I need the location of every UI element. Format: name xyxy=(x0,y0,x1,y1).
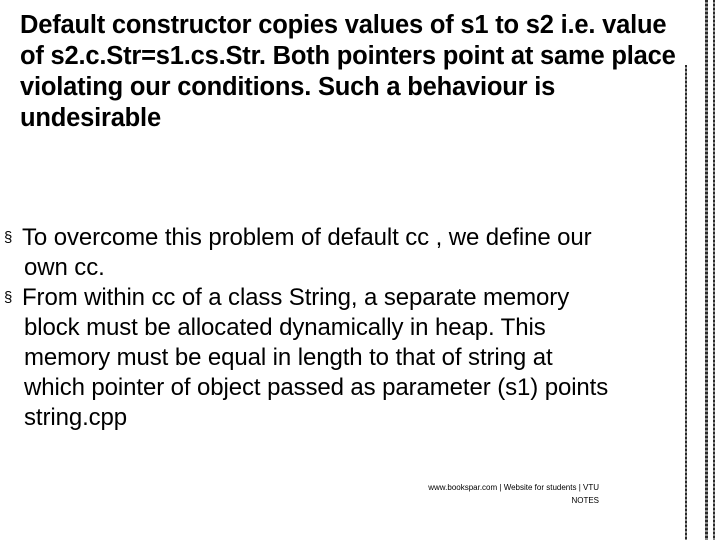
bullet-marker-icon: § xyxy=(4,289,13,306)
bullet-text-line: To overcome this problem of default cc , we define our xyxy=(22,224,592,251)
decorative-edge-stripe xyxy=(713,0,715,540)
bullet-text-line: own cc. xyxy=(24,254,105,281)
slide-footer xyxy=(395,481,599,507)
decorative-edge-stripe xyxy=(705,0,708,540)
footer-line: www.bookspar.com | Website for students | VTU xyxy=(428,483,599,492)
decorative-edge-stripe xyxy=(685,65,687,540)
bullet-list xyxy=(4,223,706,433)
bullet-marker-icon: § xyxy=(4,229,13,246)
bullet-text-line: string.cpp xyxy=(24,404,128,431)
footer-line: NOTES xyxy=(571,496,599,505)
slide-title: Default constructor copies values of s1 to s2 i.e. value of s2.c.Str=s1.cs.Str. Both pointers point at same place violating our conditions. Such a behaviour is undesirable xyxy=(20,11,676,132)
bullet-text-line: From within cc of a class String, a separate memory xyxy=(22,284,570,311)
bullet-text-line: memory must be equal in length to that of string at xyxy=(24,344,553,371)
bullet-item xyxy=(4,283,706,433)
bullet-item xyxy=(4,223,706,283)
bullet-text-line: block must be allocated dynamically in heap. This xyxy=(24,314,546,341)
bullet-text-line: which pointer of object passed as parameter (s1) points xyxy=(24,374,609,401)
